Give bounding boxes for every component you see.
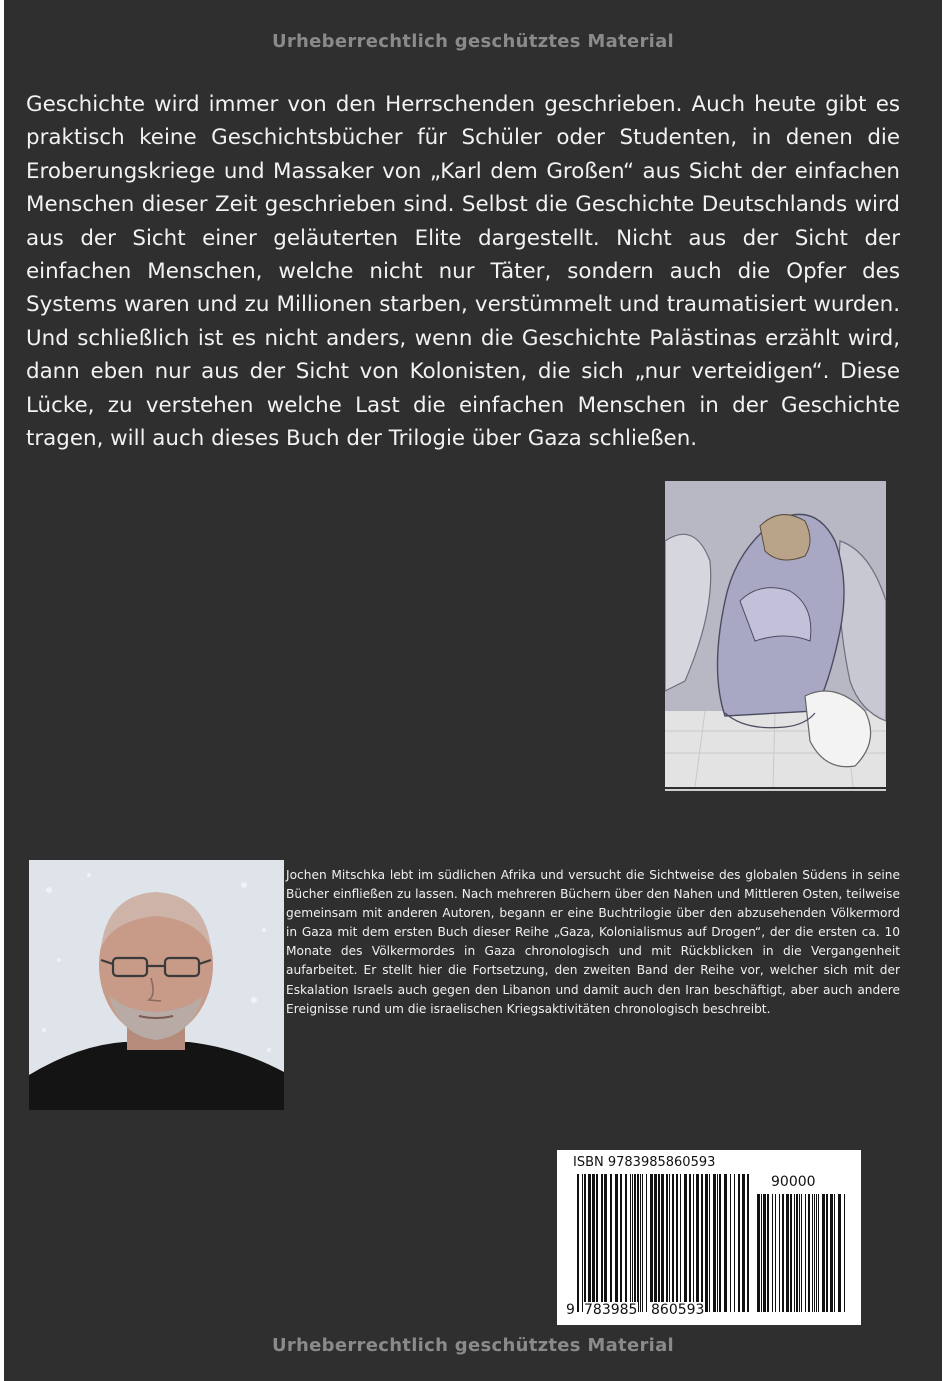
barcode-bar bbox=[779, 1194, 780, 1312]
barcode-bar bbox=[666, 1174, 668, 1312]
barcode-digit-first: 9 bbox=[566, 1302, 575, 1318]
barcode-bar bbox=[742, 1174, 745, 1312]
barcode-bar bbox=[601, 1174, 603, 1312]
barcode-bar bbox=[834, 1194, 835, 1312]
isbn-label: ISBN 9783985860593 bbox=[573, 1155, 716, 1170]
illustration-rule bbox=[665, 789, 886, 791]
barcode-bar bbox=[596, 1174, 598, 1312]
barcode-bar bbox=[654, 1174, 657, 1312]
barcode-bar bbox=[757, 1194, 760, 1312]
barcode-bar bbox=[637, 1174, 639, 1312]
copyright-watermark-bottom: Urheberrechtlich geschütztes Material bbox=[271, 1335, 675, 1356]
barcode-bar bbox=[592, 1174, 595, 1312]
barcode-bar bbox=[838, 1194, 841, 1312]
barcode-bar bbox=[630, 1174, 631, 1312]
barcode-bar bbox=[799, 1194, 800, 1312]
barcode-bar bbox=[786, 1194, 789, 1312]
barcode-bar bbox=[696, 1174, 699, 1312]
barcode-bar bbox=[801, 1194, 802, 1312]
book-blurb: Geschichte wird immer von den Herrschenden geschrieben. Auch heute gibt es praktisch keine Geschichtsbücher für Schüler oder Studenten, in denen die Eroberungskriege und Massaker von „Karl dem Großen“ aus Sicht der einfachen Menschen dieser Zeit geschrieben sind. Selbst die Geschichte Deutschlands wird aus der Sicht einer geläuterten Elite dargestellt. Nicht aus der Sicht der einfachen Menschen, welche nicht nur Täter, sondern auch die Opfer des Systems waren und zu Millionen starben, verstümmelt und traumatisiert wurden. Und schließlich ist es nicht anders, wenn die Geschichte Palästinas erzählt wird, dann eben nur aus der Sicht von Kolonisten, die sich „nur verteidigen“. Diese Lücke, zu verstehen welche Last die einfachen Menschen in der Geschichte tragen, will auch dieses Buch der Trilogie über Gaza schließen. bbox=[26, 92, 900, 452]
barcode-addon-number: 90000 bbox=[771, 1174, 816, 1190]
barcode-bar bbox=[772, 1194, 773, 1312]
barcode-bar bbox=[642, 1174, 643, 1312]
barcode-bar bbox=[717, 1174, 718, 1312]
barcode-bar bbox=[610, 1174, 612, 1312]
sketch-illustration bbox=[665, 481, 886, 787]
barcode-bar bbox=[634, 1174, 636, 1312]
barcode-bar bbox=[826, 1194, 828, 1312]
barcode-bar bbox=[738, 1174, 740, 1312]
barcode-bar bbox=[588, 1174, 591, 1312]
barcode-bar bbox=[812, 1194, 813, 1312]
barcode-bar bbox=[822, 1194, 825, 1312]
barcode-bar bbox=[650, 1174, 653, 1312]
barcode-bar bbox=[775, 1194, 776, 1312]
barcode-bar bbox=[672, 1174, 674, 1312]
barcode-bar bbox=[701, 1174, 703, 1312]
barcode-bar bbox=[790, 1194, 792, 1312]
barcode-bar bbox=[658, 1174, 660, 1312]
copyright-watermark-top: Urheberrechtlich geschütztes Material bbox=[271, 31, 675, 52]
barcode-bar bbox=[625, 1174, 627, 1312]
barcode-bar bbox=[604, 1174, 607, 1312]
barcode-bar bbox=[689, 1174, 691, 1312]
barcode-bar bbox=[814, 1194, 815, 1312]
barcode-bar bbox=[669, 1174, 670, 1312]
barcode-bar bbox=[684, 1174, 687, 1312]
author-photo bbox=[29, 860, 284, 1110]
barcode-bar bbox=[705, 1174, 708, 1312]
barcode-bar bbox=[693, 1174, 694, 1312]
barcode-bar bbox=[646, 1174, 647, 1312]
barcode-bar bbox=[719, 1174, 721, 1312]
barcode-bar bbox=[830, 1194, 833, 1312]
barcode-bar bbox=[734, 1174, 735, 1312]
barcode-bar bbox=[640, 1174, 641, 1312]
barcode-bar bbox=[632, 1174, 633, 1312]
barcode-bar bbox=[709, 1174, 710, 1312]
barcode-bar bbox=[794, 1194, 795, 1312]
barcode-bar bbox=[818, 1194, 819, 1312]
barcode-bar bbox=[763, 1194, 766, 1312]
barcode-bar bbox=[816, 1194, 817, 1312]
barcode-bar bbox=[584, 1174, 586, 1312]
barcode-bar bbox=[661, 1174, 664, 1312]
barcode-bar bbox=[808, 1194, 810, 1312]
barcode-bar bbox=[844, 1194, 845, 1312]
barcode-bar bbox=[620, 1174, 622, 1312]
barcode-digit-group-2: 860593 bbox=[651, 1302, 705, 1318]
barcode-bar bbox=[615, 1174, 618, 1312]
barcode-bar bbox=[680, 1174, 681, 1312]
barcode-bar bbox=[730, 1174, 731, 1312]
barcode-bar bbox=[676, 1174, 678, 1312]
barcode-bar bbox=[577, 1174, 579, 1312]
barcode-bar bbox=[767, 1194, 769, 1312]
barcode-bar bbox=[805, 1194, 806, 1312]
barcode-bar bbox=[747, 1174, 749, 1312]
barcode-bar bbox=[796, 1194, 798, 1312]
isbn-barcode bbox=[557, 1150, 861, 1325]
author-bio: Jochen Mitschka lebt im südlichen Afrika und versucht die Sichtweise des globalen Südens in seine Bücher einfließen zu lassen. Nach mehreren Büchern über den Nahen und Mittleren Osten, teilweise gemeinsam mit anderen Autoren, begann er eine Buchtrilogie über den abzusehenden Völkermord in Gaza mit dem ersten Buch dieser Reihe „Gaza, Kolonialismus auf Drogen“, der die ersten ca. 10 Monate des Völkermordes in Gaza chronologisch und mit Rückblicken in die Vergangenheit aufarbeitet. Er stellt hier die Fortsetzung, den zweiten Band der Reihe vor, welcher sich mit der Eskalation Israels auch gegen den Libanon und damit auch den Iran beschäftigt, aber auch andere Ereignisse rund um die israelischen Kriegsaktivitäten chronologisch beschreibt. bbox=[286, 868, 900, 1016]
barcode-bar bbox=[724, 1174, 727, 1312]
barcode-bar bbox=[582, 1174, 583, 1312]
barcode-bar bbox=[713, 1174, 716, 1312]
barcode-digit-group-1: 783985 bbox=[584, 1302, 638, 1318]
barcode-bar bbox=[761, 1194, 762, 1312]
barcode-bar bbox=[782, 1194, 784, 1312]
